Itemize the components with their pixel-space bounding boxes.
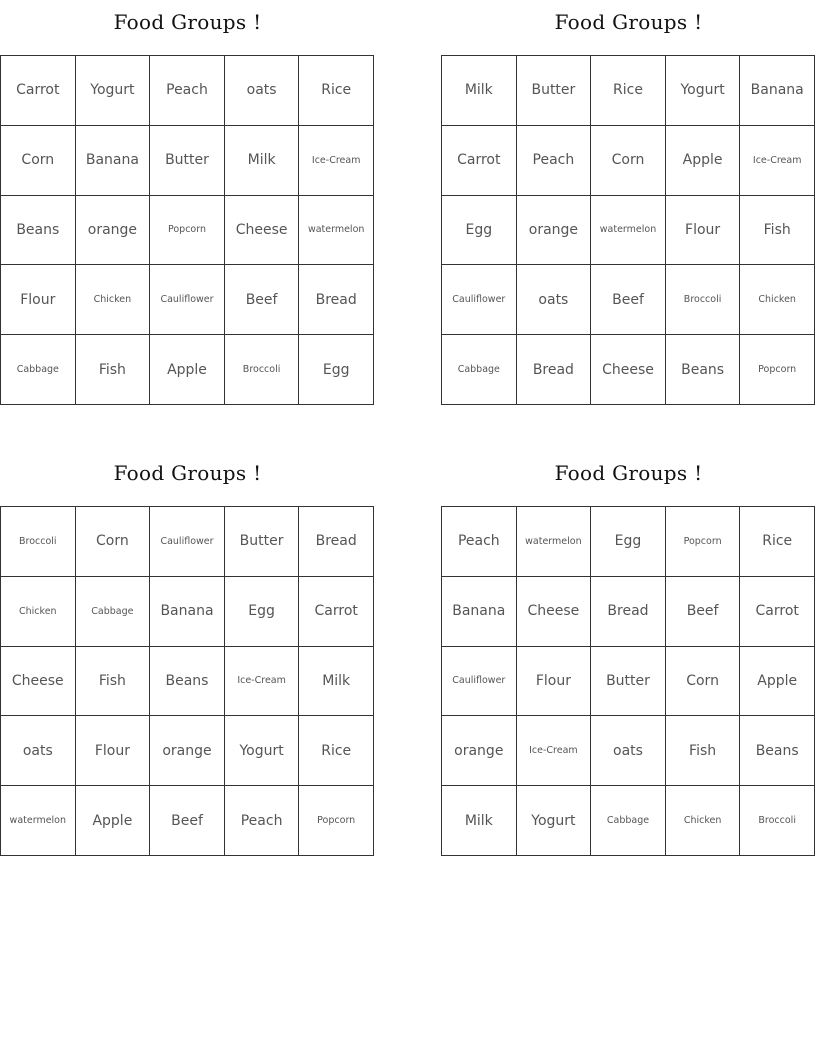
bingo-cell: Carrot [299, 577, 374, 647]
bingo-cell: Beans [150, 647, 225, 717]
bingo-cell: Yogurt [76, 56, 151, 126]
bingo-cell: Banana [150, 577, 225, 647]
bingo-cell: watermelon [591, 196, 666, 266]
bingo-grid [0, 506, 374, 856]
bingo-cell: watermelon [299, 196, 374, 266]
bingo-cell: Fish [666, 716, 741, 786]
bingo-cell: Fish [76, 335, 151, 405]
bingo-cell: Fish [740, 196, 815, 266]
bingo-cell: Rice [740, 507, 815, 577]
bingo-cell: Flour [666, 196, 741, 266]
bingo-cell: Carrot [442, 126, 517, 196]
bingo-cell: Corn [591, 126, 666, 196]
bingo-cell: Egg [299, 335, 374, 405]
bingo-cell: Banana [442, 577, 517, 647]
bingo-cell: Egg [591, 507, 666, 577]
bingo-cell: Ice-Cream [225, 647, 300, 717]
bingo-cell: Broccoli [225, 335, 300, 405]
bingo-cell: Rice [299, 716, 374, 786]
bingo-cell: Rice [299, 56, 374, 126]
bingo-cell: Carrot [1, 56, 76, 126]
bingo-cell: Cheese [591, 335, 666, 405]
bingo-grid [441, 506, 815, 856]
bingo-cell: Apple [150, 335, 225, 405]
bingo-cell: Popcorn [666, 507, 741, 577]
bingo-cell: Fish [76, 647, 151, 717]
bingo-cell: orange [76, 196, 151, 266]
bingo-cell: Carrot [740, 577, 815, 647]
bingo-cell: Corn [76, 507, 151, 577]
bingo-cell: orange [517, 196, 592, 266]
bingo-cell: Butter [517, 56, 592, 126]
bingo-cell: Broccoli [740, 786, 815, 856]
bingo-cell: Butter [591, 647, 666, 717]
bingo-cell: Ice-Cream [740, 126, 815, 196]
bingo-cell: orange [442, 716, 517, 786]
bingo-cell: watermelon [1, 786, 76, 856]
bingo-cell: Flour [517, 647, 592, 717]
bingo-cell: Apple [740, 647, 815, 717]
bingo-cell: Cauliflower [150, 507, 225, 577]
bingo-cell: Corn [1, 126, 76, 196]
bingo-cell: Popcorn [150, 196, 225, 266]
bingo-cell: Peach [517, 126, 592, 196]
bingo-cell: Peach [150, 56, 225, 126]
card-title: Food Groups ! [113, 461, 262, 485]
bingo-cell: Beans [1, 196, 76, 266]
bingo-cell: Yogurt [225, 716, 300, 786]
bingo-cell: oats [1, 716, 76, 786]
bingo-cell: Cheese [1, 647, 76, 717]
bingo-cell: Broccoli [666, 265, 741, 335]
bingo-cell: Bread [299, 507, 374, 577]
bingo-cell: oats [225, 56, 300, 126]
bingo-cell: Cheese [225, 196, 300, 266]
bingo-cell: Ice-Cream [299, 126, 374, 196]
bingo-cell: Cauliflower [150, 265, 225, 335]
bingo-cell: watermelon [517, 507, 592, 577]
bingo-cell: Yogurt [666, 56, 741, 126]
bingo-cell: Banana [76, 126, 151, 196]
bingo-cell: oats [591, 716, 666, 786]
bingo-grid [0, 55, 374, 405]
bingo-cell: oats [517, 265, 592, 335]
bingo-cell: Cabbage [442, 335, 517, 405]
bingo-cell: Milk [442, 56, 517, 126]
bingo-cell: Cabbage [1, 335, 76, 405]
bingo-cell: Flour [76, 716, 151, 786]
bingo-cell: Butter [225, 507, 300, 577]
bingo-cell: Beef [591, 265, 666, 335]
bingo-cell: Popcorn [740, 335, 815, 405]
bingo-cell: Beans [666, 335, 741, 405]
bingo-cell: Broccoli [1, 507, 76, 577]
card-title: Food Groups ! [554, 10, 703, 34]
bingo-cell: Yogurt [517, 786, 592, 856]
bingo-cell: Milk [225, 126, 300, 196]
bingo-cell: Apple [76, 786, 151, 856]
bingo-cell: Beef [150, 786, 225, 856]
bingo-cell: Beef [666, 577, 741, 647]
bingo-cell: Beans [740, 716, 815, 786]
bingo-cell: Flour [1, 265, 76, 335]
bingo-cell: Bread [299, 265, 374, 335]
bingo-cell: Ice-Cream [517, 716, 592, 786]
bingo-cell: Chicken [76, 265, 151, 335]
bingo-cell: Peach [442, 507, 517, 577]
bingo-cell: Cauliflower [442, 647, 517, 717]
bingo-grid [441, 55, 815, 405]
bingo-cell: Milk [299, 647, 374, 717]
bingo-cell: Chicken [666, 786, 741, 856]
bingo-cell: Bread [517, 335, 592, 405]
bingo-cell: Apple [666, 126, 741, 196]
bingo-cell: Cauliflower [442, 265, 517, 335]
bingo-cell: Butter [150, 126, 225, 196]
bingo-cell: Cheese [517, 577, 592, 647]
bingo-cell: Corn [666, 647, 741, 717]
bingo-cell: Cabbage [591, 786, 666, 856]
bingo-cell: Banana [740, 56, 815, 126]
bingo-cell: Popcorn [299, 786, 374, 856]
bingo-cell: Chicken [740, 265, 815, 335]
bingo-cell: Chicken [1, 577, 76, 647]
bingo-cell: Rice [591, 56, 666, 126]
card-title: Food Groups ! [113, 10, 262, 34]
bingo-cell: Peach [225, 786, 300, 856]
bingo-cell: Egg [225, 577, 300, 647]
bingo-cell: orange [150, 716, 225, 786]
bingo-cell: Cabbage [76, 577, 151, 647]
bingo-cell: Egg [442, 196, 517, 266]
bingo-cell: Milk [442, 786, 517, 856]
bingo-cell: Bread [591, 577, 666, 647]
card-title: Food Groups ! [554, 461, 703, 485]
bingo-cell: Beef [225, 265, 300, 335]
